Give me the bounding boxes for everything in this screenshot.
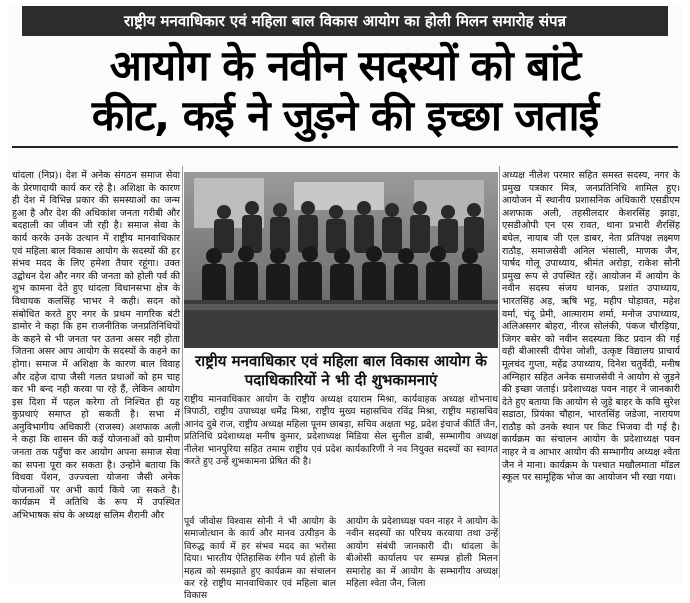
column-divider-right — [499, 166, 500, 578]
bottom-right-column: आयोग के प्रदेशाध्यक्ष पवन नाहर ने आयोग के नवीन सदस्यों का परिचय करवाया तथा उन्हें आयोग संबंधी जानकारी दी। धांदला के बीओसी कार्यालय पर सम्पन्न होली मिलन समारोह का में आयोग के सम्भागीय अध्यक्ष महिला श्वेता जैन, जिला — [346, 516, 498, 590]
bottom-left-column: पूर्व जीवोस विश्वास सोनी ने भी आयोग के समाजोत्थान के कार्य और मानव उत्पीड़न के विरुद्ध कार्य में हर संभव मदद का भरोसा दिया। भारतीय ऐतिहासिक रंगीन पर्व होली के महत्व को समझाते हुए कार्यक्रम का संचालन कर रहे राष्ट्रीय मानवाधिकार एवं महिला बाल विकास — [184, 516, 336, 602]
column-divider-left — [182, 166, 183, 578]
photo-subheading: राष्ट्रीय मनवाधिकार एवं महिला बाल विकास आयोग के पदाधिकारियों ने भी दी शुभकामनाएं — [195, 352, 487, 389]
headline-line-1: आयोग के नवीन सदस्यों को बांटे — [109, 41, 581, 90]
article-column-1: धांदला (निप्र)। देश में अनेक संगठन समाज सेवा के प्रेरणादायी कार्य कर रहे है। अशिक्षा के कारण ही देश में विभिन्न प्रकार की समस्याओं का जन्म हुआ है और देश की अधिकांश जनता गरीबी और बदहाली का जीवन जी रही है। समाज सेवा के कार्य करके उनके उत्थान में राष्ट्रीय मानवाधिकार एवं महिला बाल विकास आयोग के सदस्यों की हर संभव मदद के लिए हमेशा तैयार रहूंगा। उक्त उद्बोधन देश और नगर की जनता को होली पर्व की शुभ कामना देते हुए धांदला विधानसभा क्षेत्र के विधायक कलसिंह भाभर ने कही। सदन को संबोधित करते हुए नगर के प्रथम नागरिक बंटी डामोर ने कहा कि हम राजनीतिक जनप्रतिनिधियों के कहने से भी जनता पर उतना असर नही होता जितना असर आप आयोग के सदस्यों के कहने का होगा। समाज में अशिक्षा के कारण बाल विवाह और दहेज दापा जैसी गलत प्रथाओं को हम चाह कर भी बन्द नही करवा पा रहे हैं, लेकिन आयोग इस दिशा में पहल करेगा तो निश्चित ही यह कुप्रथाएं समाप्त हो सकती है। सभा में अनुविभागीय अधिकारी (राजस्व) अशफाक अली ने कहा कि शासन की कई योजनाओं को ग्रामीण जनता तक पहुँचा कर आयोग अपना समाज सेवा का सपना पूरा कर सकता है। उन्होंने बताया कि विधवा पेंशन, उज्ज्वला योजना जैसी अनेक योजनाओं पर अभी कार्य किये जा सकते है। कार्यक्रम में अतिथि के रूप में उपस्थित अभिभाषक संघ के अध्यक्ष सलिम शैरानी और — [12, 170, 180, 522]
officials-paragraph: राष्ट्रीय मानवाधिकार आयोग के राष्ट्रीय अध्यक्ष दयाराम मिश्रा, कार्यवाहक अध्यक्ष शोभनाथ त्रिपाठी, राष्ट्रीय उपाध्यक्ष धर्मेंद्र मिश्रा, राष्ट्रीय मुख्य महासचिव रविंद्र मिश्रा, राष्ट्रीय महासचिव आनंद दुबे राज, राष्ट्रीय अध्यक्ष महिला पूनम छाबड़ा, सचिव अक्षता भट्ट, प्रदेश इंचार्ज कीर्ति जैन, प्रतिनिधि प्रदेशाध्यक्ष मनीष कुमार, प्रदेशाध्यक्ष मिडिया सेल सुनील डाबी, सम्भागीय अध्यक्ष नीलेश भानपुरिया सहित तमाम राष्ट्रीय एवं प्रदेश कार्यकारिणी ने नव नियुक्त सदस्यों का स्वागत करते हुए उन्हें शुभकामना प्रेषित की है। — [184, 394, 498, 468]
group-photo-image — [184, 172, 498, 348]
newspaper-clipping — [8, 6, 682, 602]
bottom-middle-section — [184, 516, 498, 602]
article-column-3: अध्यक्ष नीलेश परमार सहित समस्त सदस्य, नगर के प्रमुख पत्रकार मित्र, जनप्रतिनिधि शामिल हुए। आयोजन में स्थानीय प्रशासनिक अधिकारी एसडीएम अशफाक अली, तहसीलदार केशरसिंह झाड़ा, एसडीओपी एन एस रावत, थाना प्रभारी शैरसिंह बघेल, नायाब जी एल डाबर, नेता प्रतिपक्ष लक्ष्मण राठौड़, समाजसेवी अनिल भंसाली, माणक जैन, पार्षद गोलू उपाध्याय, श्रीमंत अरोड़ा, राकेश सोनी प्रमुख रूप से उपस्थित रहें। आयोजन में आयोग के नवीन सदस्य संजय धानक, प्रशांत उपाध्याय, भारतसिंह अड़, ऋषि भट्ट, महीप घोड़ावत, महेश वर्मा, चंदू प्रेमी, आत्माराम शर्मा, मनोज उपाध्याय, अलिअसगर बोहरा, नीरज सोलंकी, पंकज चौरड़िया, जिगर बसेर को नवीन सदस्यता किट प्रदान की गई वही बीआरसी दीपेश जोशी, उत्कृष्ट विद्यालय प्राचार्य मूलचंद गुप्ता, महेंद्र उपाध्याय, दिनेश चतुर्वेदी, मनीष अग्निहार सहित अनेक समाजसेवी ने आयोग से जुड़ने की इच्छा जताई। प्रदेशाध्यक्ष पवन नाहर ने जानकारी देते हुए बताया कि आयोग से जुड़े बाहर के कवि सुरेश सडाठा, प्रियंका चौहान, भारतसिंह जडेजा, नारायण राठौड़ को उनके स्थान पर किट भिजवा दी गई है। कार्यक्रम का संचालन आयोग के प्रदेशाध्यक्ष पवन नाहर ने व आभार आयोग की सम्भागीय अध्यक्ष श्वेता जैन ने माना। कार्यक्रम के पश्चात मखौलमाता मॉडल स्कूल पर सामूहिक भोज का आयोजन भी रखा गया। — [502, 170, 680, 484]
top-banner: राष्ट्रीय मनवाधिकार एवं महिला बाल विकास आयोग का होली मिलन समारोह संपन्न — [22, 6, 668, 36]
headline-line-2: कीट, कई ने जुड़ने की इच्छा जताई — [91, 91, 599, 140]
headline-divider — [12, 146, 678, 148]
group-photo — [184, 172, 498, 348]
